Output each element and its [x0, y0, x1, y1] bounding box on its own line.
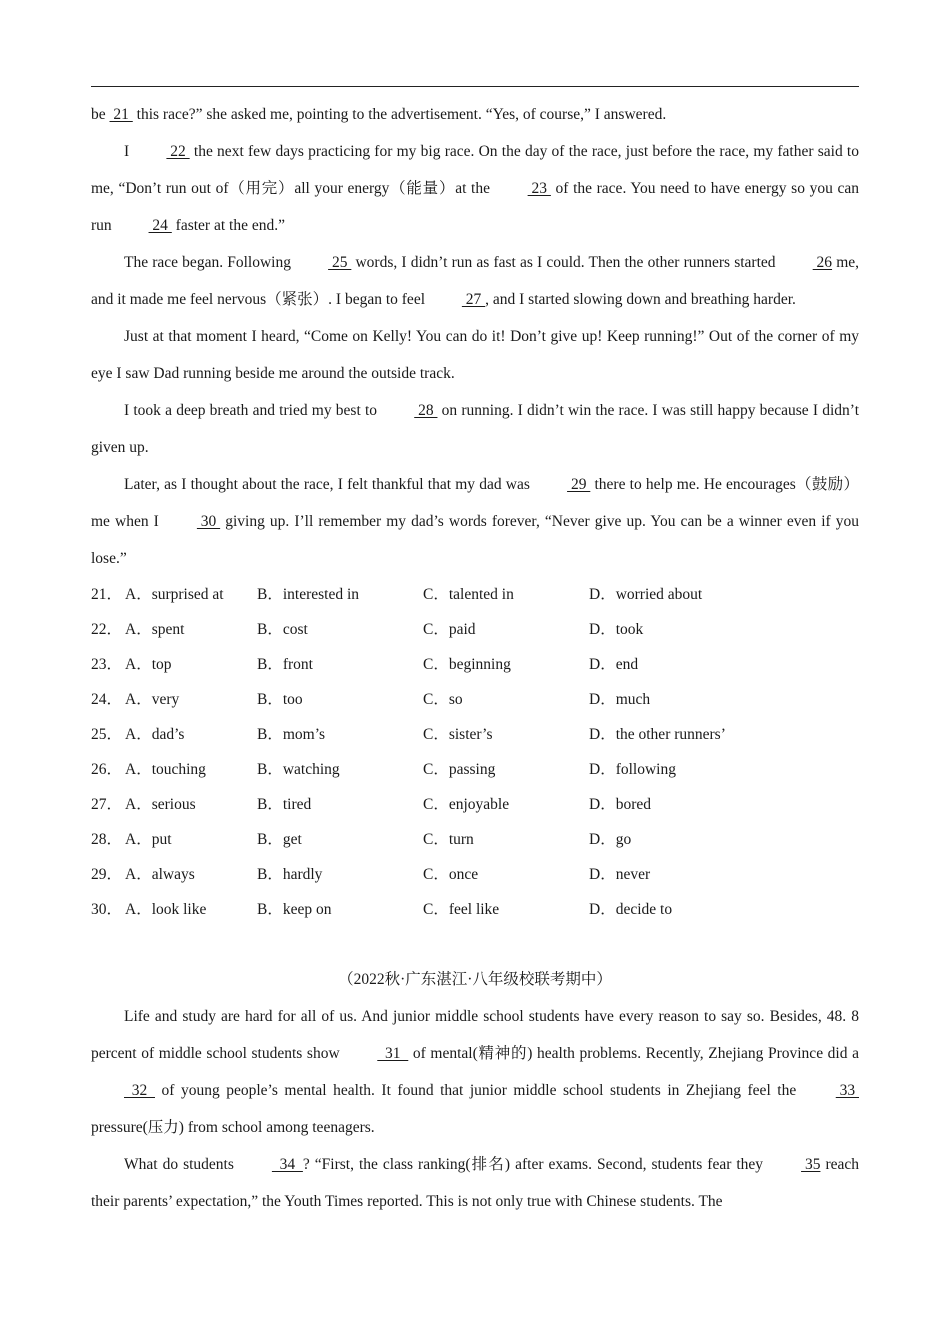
option-c[interactable]: C．talented in — [423, 586, 514, 603]
option-a[interactable]: A．very — [125, 691, 180, 708]
option-b[interactable]: B．get — [257, 831, 302, 848]
question-number: 27． — [91, 796, 123, 813]
option-a[interactable]: A．touching — [125, 761, 206, 778]
option-d[interactable]: D．go — [589, 831, 632, 848]
question-row-24 — [91, 682, 859, 717]
document-content — [91, 96, 859, 1220]
blank-23[interactable]: 23 — [527, 180, 551, 197]
question-options-list — [91, 577, 859, 927]
question-number: 29． — [91, 866, 123, 883]
option-d[interactable]: D．end — [589, 656, 639, 673]
option-c[interactable]: C．sister’s — [423, 726, 493, 743]
question-number: 30． — [91, 901, 123, 918]
option-a[interactable]: A．top — [125, 656, 172, 673]
option-d[interactable]: D．never — [589, 866, 651, 883]
question-row-30 — [91, 892, 859, 927]
option-c[interactable]: C．turn — [423, 831, 474, 848]
question-number: 25． — [91, 726, 123, 743]
option-c[interactable]: C．once — [423, 866, 479, 883]
option-b[interactable]: B．too — [257, 691, 303, 708]
blank-32[interactable]: 32 — [124, 1082, 155, 1099]
option-c[interactable]: C．paid — [423, 621, 476, 638]
option-d[interactable]: D．bored — [589, 796, 651, 813]
passage1-paragraph-2: The race began. Following 25 words, I didn’t run as fast as I could. Then the other runners started 26 me, and it made me feel nervous（紧张）. I began to feel 27 , and I started slowing down and breathing harder. — [91, 244, 859, 318]
blank-29[interactable]: 29 — [567, 476, 591, 493]
question-row-28 — [91, 822, 859, 857]
question-number: 26． — [91, 761, 123, 778]
option-c[interactable]: C．beginning — [423, 656, 511, 673]
option-a[interactable]: A．look like — [125, 901, 207, 918]
option-d[interactable]: D．following — [589, 761, 676, 778]
option-b[interactable]: B．watching — [257, 761, 340, 778]
blank-26[interactable]: 26 — [812, 254, 833, 271]
blank-33[interactable]: 33 — [835, 1082, 859, 1099]
question-number: 21． — [91, 586, 123, 603]
passage1-paragraph-4: I took a deep breath and tried my best to 28 on running. I didn’t win the race. I was still happy because I didn’t given up. — [91, 392, 859, 466]
blank-34[interactable]: 34 — [271, 1156, 303, 1173]
option-a[interactable]: A．serious — [125, 796, 196, 813]
option-b[interactable]: B．tired — [257, 796, 312, 813]
question-number: 22． — [91, 621, 123, 638]
option-d[interactable]: D．decide to — [589, 901, 673, 918]
option-d[interactable]: D．worried about — [589, 586, 703, 603]
blank-27[interactable]: 27 — [461, 291, 486, 308]
question-row-23 — [91, 647, 859, 682]
option-b[interactable]: B．mom’s — [257, 726, 326, 743]
passage1-paragraph-1: I 22 the next few days practicing for my big race. On the day of the race, just before the race, my father said to me, “Don’t run out of（用完）all your energy（能量）at the 23 of the race. You need to have energy so you can run 24 faster at the end.” — [91, 133, 859, 244]
passage2-paragraph-0: Life and study are hard for all of us. And junior middle school students have every reason to say so. Besides, 48. 8 percent of middle school students show 31 of mental(精神的) health problems. Recently, Zhejiang Province did a 32 of young people’s mental health. It found that junior middle school students in Zhejiang feel the 33 pressure(压力) from school among teenagers. — [91, 1008, 859, 1136]
option-d[interactable]: D．much — [589, 691, 651, 708]
option-d[interactable]: D．the other runners’ — [589, 726, 726, 743]
option-b[interactable]: B．front — [257, 656, 313, 673]
blank-35[interactable]: 35 — [801, 1156, 821, 1173]
option-a[interactable]: A．dad’s — [125, 726, 185, 743]
option-c[interactable]: C．enjoyable — [423, 796, 510, 813]
blank-31[interactable]: 31 — [377, 1045, 409, 1062]
question-number: 28． — [91, 831, 123, 848]
question-row-22 — [91, 612, 859, 647]
option-b[interactable]: B．keep on — [257, 901, 332, 918]
question-row-21 — [91, 577, 859, 612]
blank-22[interactable]: 22 — [166, 143, 190, 160]
blank-28[interactable]: 28 — [414, 402, 438, 419]
question-row-25 — [91, 717, 859, 752]
question-number: 24． — [91, 691, 123, 708]
blank-21[interactable]: 21 — [109, 106, 133, 123]
passage1-paragraph-3: Just at that moment I heard, “Come on Kelly! You can do it! Don’t give up! Keep running!” Out of the corner of my eye I saw Dad running beside me around the outside track. — [91, 328, 859, 382]
question-row-29 — [91, 857, 859, 892]
passage2-source: （2022秋·广东湛江·八年级校联考期中） — [338, 971, 612, 988]
option-d[interactable]: D．took — [589, 621, 644, 638]
blank-24[interactable]: 24 — [148, 217, 172, 234]
blank-25[interactable]: 25 — [328, 254, 352, 271]
header-rule — [91, 86, 859, 87]
passage2-paragraph-1: What do students 34 ? “First, the class ranking(排名) after exams. Second, students fear they 35 reach their parents’ expectation,” the Youth Times reported. This is not only true with Chinese students. The — [91, 1146, 859, 1220]
question-row-26 — [91, 752, 859, 787]
option-a[interactable]: A．put — [125, 831, 172, 848]
option-c[interactable]: C．passing — [423, 761, 496, 778]
blank-30[interactable]: 30 — [196, 513, 221, 530]
option-b[interactable]: B．cost — [257, 621, 308, 638]
option-c[interactable]: C．feel like — [423, 901, 500, 918]
option-a[interactable]: A．surprised at — [125, 586, 224, 603]
question-number: 23． — [91, 656, 123, 673]
option-a[interactable]: A．spent — [125, 621, 185, 638]
passage1-paragraph-5: Later, as I thought about the race, I felt thankful that my dad was 29 there to help me. He encourages（鼓励）me when I 30 giving up. I’ll remember my dad’s words forever, “Never give up. You can be a winner even if you lose.” — [91, 466, 859, 577]
option-b[interactable]: B．interested in — [257, 586, 360, 603]
option-c[interactable]: C．so — [423, 691, 463, 708]
question-row-27 — [91, 787, 859, 822]
option-b[interactable]: B．hardly — [257, 866, 323, 883]
passage1-paragraph-0: be 21 this race?” she asked me, pointing to the advertisement. “Yes, of course,” I answered. — [91, 96, 859, 133]
option-a[interactable]: A．always — [125, 866, 195, 883]
